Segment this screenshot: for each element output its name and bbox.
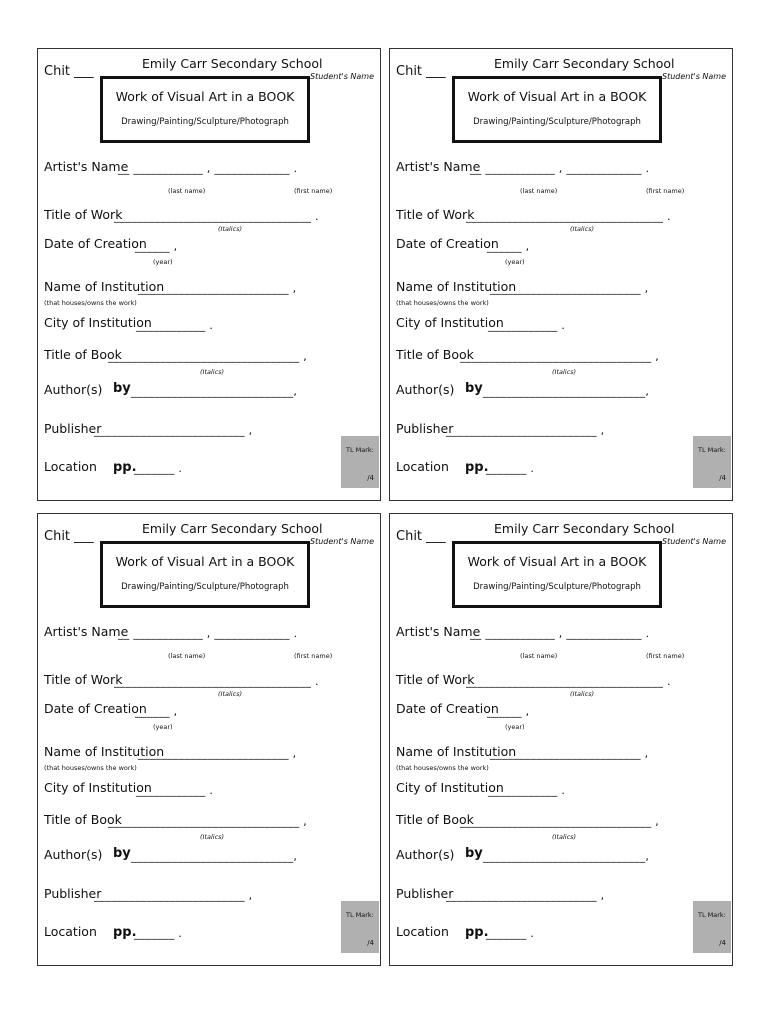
artists-name-label: Artist's Name <box>396 624 481 639</box>
date-of-creation-label: Date of Creation <box>396 236 499 251</box>
chit-label: Chit ___ <box>44 529 94 544</box>
by-label: by <box>465 846 483 861</box>
artists-name-field[interactable]: __ ____________ , _____________ . <box>470 627 650 640</box>
student-name-label: Student's Name <box>310 537 375 546</box>
location-label: Location <box>396 924 449 939</box>
italics-hint: (Italics) <box>200 368 225 376</box>
institution-field[interactable]: __________________________ , <box>490 282 649 295</box>
citation-card <box>389 48 733 501</box>
tl-mark-label: TL Mark: <box>698 446 726 454</box>
title-of-work-label: Title of Work <box>396 672 475 687</box>
title-of-book-label: Title of Book <box>44 347 122 362</box>
out-of-label: /4 <box>719 474 726 482</box>
pp-field[interactable]: _______ . <box>486 927 535 940</box>
year-hint: (year) <box>153 723 173 731</box>
date-of-creation-field[interactable]: ______ , <box>487 705 530 718</box>
year-hint: (year) <box>505 723 525 731</box>
title-of-book-label: Title of Book <box>396 347 474 362</box>
student-name-label: Student's Name <box>310 72 375 81</box>
first-name-hint: (first name) <box>646 652 685 660</box>
last-name-hint: (last name) <box>520 187 558 195</box>
institution-field[interactable]: __________________________ , <box>138 282 297 295</box>
form-title: Work of Visual Art in a BOOK <box>467 89 647 104</box>
city-label: City of Institution <box>44 315 152 330</box>
by-label: by <box>113 381 131 396</box>
first-name-hint: (first name) <box>294 187 333 195</box>
authors-field[interactable]: ____________________________, <box>131 850 298 863</box>
chit-label: Chit ___ <box>44 64 94 79</box>
authors-label: Author(s) <box>396 382 455 397</box>
publisher-label: Publisher <box>44 421 102 436</box>
publisher-label: Publisher <box>44 886 102 901</box>
italics-hint: (Italics) <box>200 833 225 841</box>
italics-hint: (Italics) <box>218 690 243 698</box>
year-hint: (year) <box>153 258 173 266</box>
italics-hint: (Italics) <box>552 833 577 841</box>
authors-field[interactable]: ____________________________, <box>483 385 650 398</box>
institution-hint: (that houses/owns the work) <box>44 299 137 307</box>
form-subtitle: Drawing/Painting/Sculpture/Photograph <box>473 582 641 592</box>
form-title: Work of Visual Art in a BOOK <box>115 89 295 104</box>
date-of-creation-label: Date of Creation <box>44 236 147 251</box>
artists-name-label: Artist's Name <box>396 159 481 174</box>
form-title: Work of Visual Art in a BOOK <box>115 554 295 569</box>
title-of-work-label: Title of Work <box>44 207 123 222</box>
institution-label: Name of Institution <box>396 744 517 759</box>
authors-field[interactable]: ____________________________, <box>131 385 298 398</box>
school-name: Emily Carr Secondary School <box>142 56 323 71</box>
by-label: by <box>465 381 483 396</box>
tl-mark-box <box>341 901 379 953</box>
italics-hint: (Italics) <box>570 690 595 698</box>
italics-hint: (Italics) <box>218 225 243 233</box>
chit-label: Chit ___ <box>396 64 446 79</box>
title-of-book-field[interactable]: _________________________________ , <box>460 815 659 828</box>
tl-mark-box <box>693 436 731 488</box>
title-of-book-label: Title of Book <box>396 812 474 827</box>
pp-field[interactable]: _______ . <box>134 927 183 940</box>
chit-label: Chit ___ <box>396 529 446 544</box>
citation-card <box>37 513 381 966</box>
institution-label: Name of Institution <box>44 279 165 294</box>
publisher-field[interactable]: __________________________ , <box>94 424 253 437</box>
form-subtitle: Drawing/Painting/Sculpture/Photograph <box>121 117 289 127</box>
tl-mark-label: TL Mark: <box>346 911 374 919</box>
form-title: Work of Visual Art in a BOOK <box>467 554 647 569</box>
title-of-book-field[interactable]: _________________________________ , <box>108 815 307 828</box>
city-label: City of Institution <box>396 780 504 795</box>
title-box <box>100 541 310 608</box>
date-of-creation-field[interactable]: ______ , <box>135 240 178 253</box>
artists-name-label: Artist's Name <box>44 624 129 639</box>
pp-field[interactable]: _______ . <box>134 462 183 475</box>
date-of-creation-label: Date of Creation <box>396 701 499 716</box>
institution-field[interactable]: __________________________ , <box>138 747 297 760</box>
artists-name-field[interactable]: __ ____________ , _____________ . <box>118 162 298 175</box>
by-label: by <box>113 846 131 861</box>
pp-label: pp. <box>113 460 137 475</box>
title-of-book-field[interactable]: _________________________________ , <box>460 350 659 363</box>
date-of-creation-field[interactable]: ______ , <box>135 705 178 718</box>
title-of-work-label: Title of Work <box>44 672 123 687</box>
location-label: Location <box>396 459 449 474</box>
authors-label: Author(s) <box>44 847 103 862</box>
institution-hint: (that houses/owns the work) <box>44 764 137 772</box>
school-name: Emily Carr Secondary School <box>494 521 675 536</box>
publisher-label: Publisher <box>396 886 454 901</box>
title-of-book-field[interactable]: _________________________________ , <box>108 350 307 363</box>
out-of-label: /4 <box>367 474 374 482</box>
date-of-creation-label: Date of Creation <box>44 701 147 716</box>
institution-hint: (that houses/owns the work) <box>396 764 489 772</box>
title-box <box>452 541 662 608</box>
artists-name-label: Artist's Name <box>44 159 129 174</box>
city-field[interactable]: ____________ . <box>488 319 566 332</box>
publisher-field[interactable]: __________________________ , <box>446 424 605 437</box>
first-name-hint: (first name) <box>294 652 333 660</box>
date-of-creation-field[interactable]: ______ , <box>487 240 530 253</box>
tl-mark-box <box>341 436 379 488</box>
institution-hint: (that houses/owns the work) <box>396 299 489 307</box>
institution-label: Name of Institution <box>44 744 165 759</box>
title-box <box>452 76 662 143</box>
school-name: Emily Carr Secondary School <box>142 521 323 536</box>
title-of-work-field[interactable]: __________________________________ . <box>114 675 319 688</box>
city-field[interactable]: ____________ . <box>136 319 214 332</box>
artists-name-field[interactable]: __ ____________ , _____________ . <box>470 162 650 175</box>
institution-field[interactable]: __________________________ , <box>490 747 649 760</box>
pp-label: pp. <box>465 460 489 475</box>
publisher-field[interactable]: __________________________ , <box>94 889 253 902</box>
location-label: Location <box>44 924 97 939</box>
title-of-work-field[interactable]: __________________________________ . <box>466 675 671 688</box>
pp-label: pp. <box>113 925 137 940</box>
italics-hint: (Italics) <box>570 225 595 233</box>
pp-field[interactable]: _______ . <box>486 462 535 475</box>
citation-card <box>37 48 381 501</box>
tl-mark-label: TL Mark: <box>346 446 374 454</box>
last-name-hint: (last name) <box>520 652 558 660</box>
institution-label: Name of Institution <box>396 279 517 294</box>
student-name-label: Student's Name <box>662 537 727 546</box>
title-of-work-field[interactable]: __________________________________ . <box>466 210 671 223</box>
tl-mark-box <box>693 901 731 953</box>
out-of-label: /4 <box>367 939 374 947</box>
last-name-hint: (last name) <box>168 652 206 660</box>
city-field[interactable]: ____________ . <box>488 784 566 797</box>
publisher-field[interactable]: __________________________ , <box>446 889 605 902</box>
publisher-label: Publisher <box>396 421 454 436</box>
city-label: City of Institution <box>396 315 504 330</box>
form-subtitle: Drawing/Painting/Sculpture/Photograph <box>473 117 641 127</box>
form-subtitle: Drawing/Painting/Sculpture/Photograph <box>121 582 289 592</box>
tl-mark-label: TL Mark: <box>698 911 726 919</box>
out-of-label: /4 <box>719 939 726 947</box>
artists-name-field[interactable]: __ ____________ , _____________ . <box>118 627 298 640</box>
title-of-work-label: Title of Work <box>396 207 475 222</box>
italics-hint: (Italics) <box>552 368 577 376</box>
title-of-work-field[interactable]: __________________________________ . <box>114 210 319 223</box>
authors-label: Author(s) <box>396 847 455 862</box>
authors-label: Author(s) <box>44 382 103 397</box>
city-label: City of Institution <box>44 780 152 795</box>
pp-label: pp. <box>465 925 489 940</box>
last-name-hint: (last name) <box>168 187 206 195</box>
year-hint: (year) <box>505 258 525 266</box>
citation-card <box>389 513 733 966</box>
location-label: Location <box>44 459 97 474</box>
first-name-hint: (first name) <box>646 187 685 195</box>
title-of-book-label: Title of Book <box>44 812 122 827</box>
school-name: Emily Carr Secondary School <box>494 56 675 71</box>
student-name-label: Student's Name <box>662 72 727 81</box>
title-box <box>100 76 310 143</box>
city-field[interactable]: ____________ . <box>136 784 214 797</box>
authors-field[interactable]: ____________________________, <box>483 850 650 863</box>
